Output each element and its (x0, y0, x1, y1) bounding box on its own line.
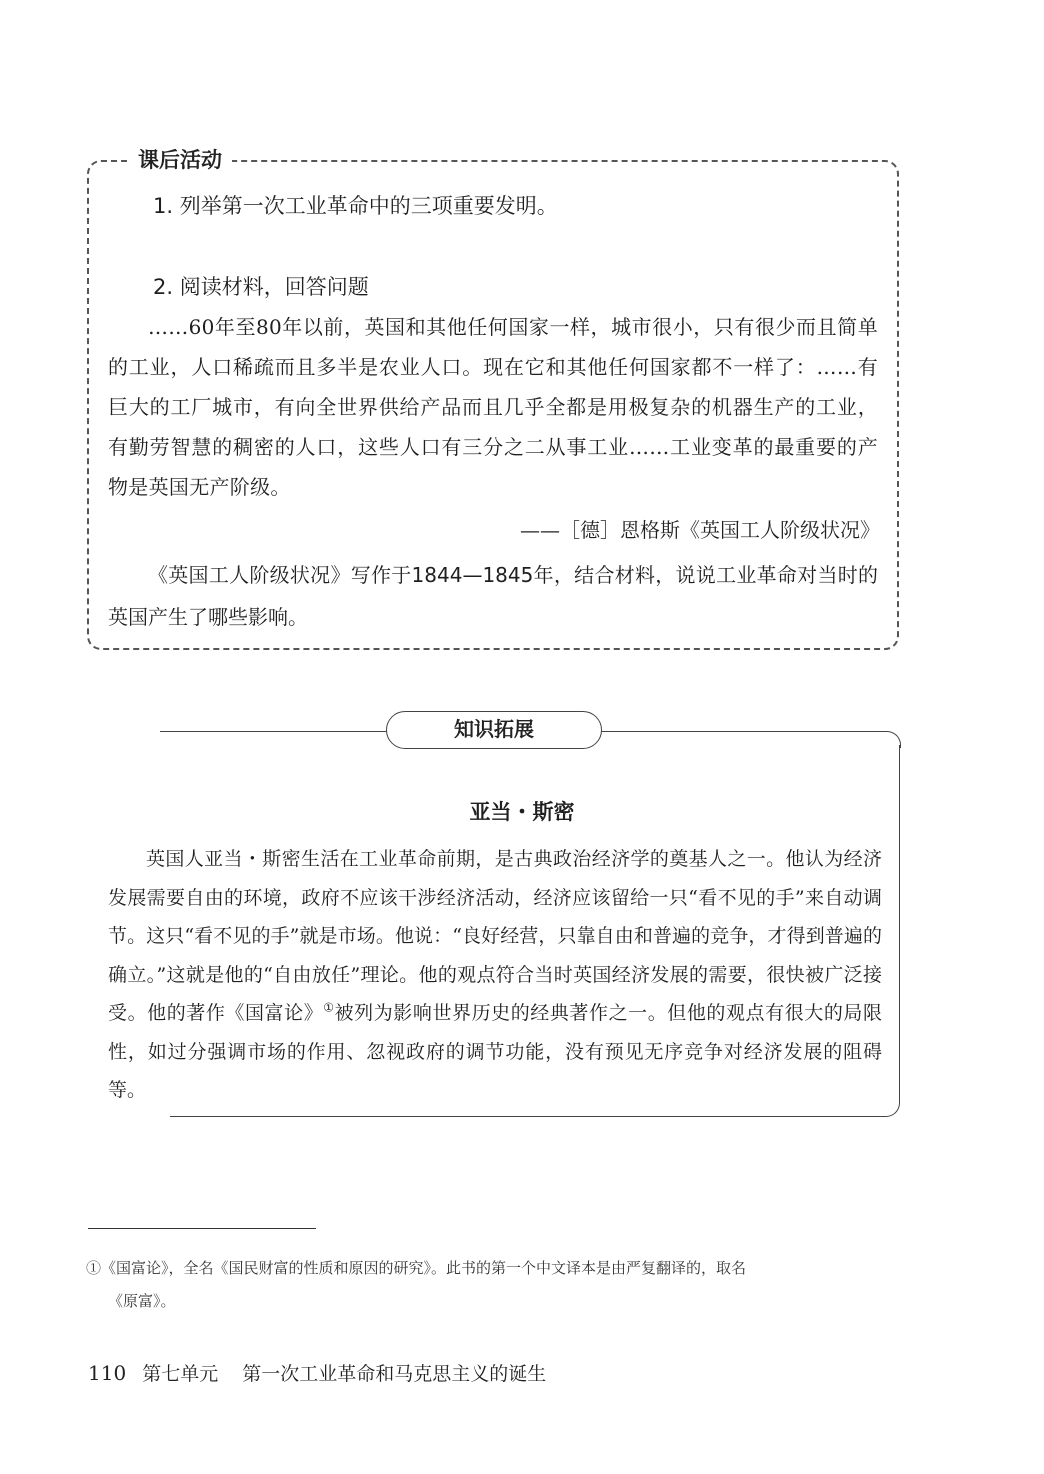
knowledge-tag: 知识拓展 (386, 711, 602, 749)
footnote-reference: ① (323, 1000, 335, 1015)
activity-title: 课后活动 (128, 142, 232, 178)
knowledge-frame-top-right (600, 731, 901, 748)
page-number: 110 (88, 1361, 127, 1385)
activity-question-2: 2. 阅读材料，回答问题 (153, 275, 369, 299)
article-body-part-2: 被列为影响世界历史的经典著作之一。但他的观点有很大的局限性，如过分强调市场的作用、忽视政府的调节功能，没有预见无序竞争对经济发展的阻碍等。 (108, 1002, 882, 1101)
footnote-rule (88, 1228, 316, 1229)
quote-source: ——［德］恩格斯《英国工人阶级状况》 (520, 518, 880, 542)
footnote-line-2: 《原富》。 (108, 1292, 176, 1310)
article-body (108, 840, 882, 1110)
reading-material-quote: ……60年至80年以前，英国和其他任何国家一样，城市很小，只有很少而且简单的工业，人口稀疏而且多半是农业人口。现在它和其他任何国家都不一样了：……有巨大的工厂城市，有向全世界供给产品而且几乎全都是用极复杂的机器生产的工业，有勤劳智慧的稠密的人口，这些人口有三分之二从事工业……工业变革的最重要的产物是英国无产阶级。 (108, 315, 878, 499)
knowledge-frame-top-left (160, 731, 388, 732)
footnote-line-1: ①《国富论》，全名《国民财富的性质和原因的研究》。此书的第一个中文译本是由严复翻译的，取名 (86, 1259, 747, 1277)
page-footer (88, 1358, 546, 1389)
article-title: 亚当・斯密 (469, 800, 575, 824)
activity-question-1: 1. 列举第一次工业革命中的三项重要发明。 (153, 194, 558, 218)
activity-question-prompt: 《英国工人阶级状况》写作于1844—1845年，结合材料，说说工业革命对当时的英国产生了哪些影响。 (108, 563, 878, 629)
unit-label: 第七单元 (142, 1363, 219, 1385)
unit-title: 第一次工业革命和马克思主义的诞生 (242, 1363, 547, 1385)
footnote (86, 1252, 896, 1318)
article-body-part-1: 英国人亚当・斯密生活在工业革命前期，是古典政治经济学的奠基人之一。他认为经济发展需要自由的环境，政府不应该干涉经济活动，经济应该留给一只“看不见的手”来自动调节。这只“看不见的手”就是市场。他说：“良好经营，只靠自由和普遍的竞争，才得到普遍的确立。”这就是他的“自由放任”理论。他的观点符合当时英国经济发展的需要，很快被广泛接受。他的著作《国富论》 (108, 848, 882, 1024)
